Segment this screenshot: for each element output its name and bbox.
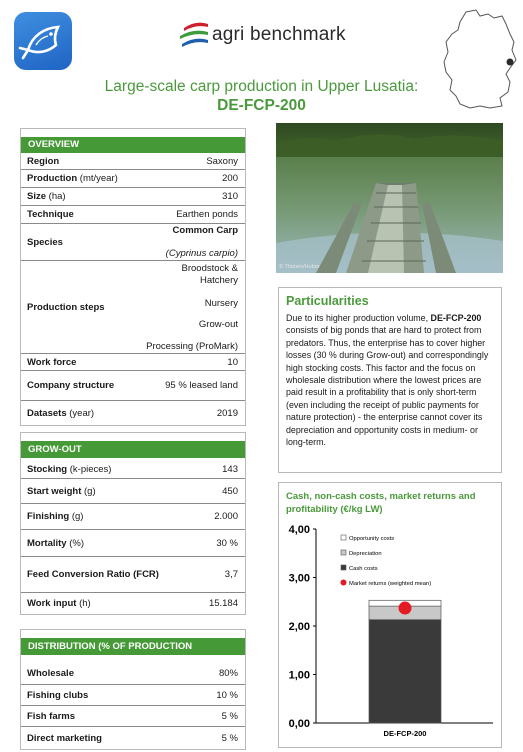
page-title: Large-scale carp production in Upper Lusatia:	[104, 78, 419, 95]
step-broodstock: Broodstock &	[181, 263, 238, 274]
size-value: 310	[222, 191, 238, 202]
workforce-label: Work force	[27, 356, 77, 368]
production-unit: (mt/year)	[79, 173, 118, 184]
particularities-text	[286, 312, 494, 448]
species-label: Species	[27, 236, 63, 248]
datasets-row	[21, 401, 245, 425]
step-hatchery: Hatchery	[199, 275, 238, 286]
y-tick-label: 2,00	[288, 621, 310, 633]
production-row	[21, 170, 245, 188]
y-tick-label: 1,00	[288, 669, 310, 682]
overview-heading: OVERVIEW	[21, 137, 245, 153]
size-label: Size	[27, 191, 47, 202]
species-row	[21, 224, 245, 261]
size-unit: (ha)	[48, 191, 66, 202]
legend-swatch	[341, 580, 347, 586]
work-input-unit: (h)	[79, 598, 91, 609]
legend-label: Cash costs	[349, 566, 378, 572]
production-steps-label: Production steps	[27, 301, 105, 313]
datasets-unit: (year)	[69, 407, 95, 419]
particularities-title: Particularities	[286, 294, 369, 308]
particularities-text-post: consists of big ponds that are hard to protect from predators. Thus, the enterprise has to cover higher losses (30 % during Grow-out) and correspondingly high stocking costs. This factor and the focus on wholesale distribution where the lowest prices are paid result in a profitability that is only short-term (even including the receipt of public payments for nature protection) - the enterprise cannot cover its depreciation and opportunity costs in medium- or long-term.	[286, 325, 489, 448]
fcr-row	[21, 557, 245, 593]
stocking-label: Stocking	[27, 464, 68, 475]
work-input-value: 15.184	[208, 598, 238, 609]
distribution-heading: DISTRIBUTION (% OF PRODUCTION VOLUME)	[21, 638, 245, 655]
species-latin: (Cyprinus carpio)	[165, 248, 238, 259]
region-row	[21, 153, 245, 170]
legend-swatch	[341, 550, 346, 555]
direct-marketing-label: Direct marketing	[27, 732, 102, 744]
wholesale-value: 80%	[218, 668, 238, 679]
fcr-label: Feed Conversion Ratio (FCR)	[27, 569, 159, 580]
cost-chart	[279, 483, 503, 749]
work-input-label: Work input	[27, 598, 77, 609]
finishing-label: Finishing	[27, 511, 70, 522]
size-row	[21, 188, 245, 206]
x-category-label: DE-FCP-200	[383, 729, 427, 738]
page-subtitle-code: DE-FCP-200	[217, 97, 306, 114]
fish-app-icon	[14, 12, 72, 70]
fish-farms-label: Fish farms	[27, 710, 76, 722]
start-weight-label: Start weight	[27, 485, 82, 497]
y-tick-label: 3,00	[288, 572, 310, 585]
mortality-label: Mortality	[27, 537, 67, 549]
production-value: 200	[222, 173, 238, 184]
workforce-row	[21, 354, 245, 371]
step-nursery: Nursery	[204, 297, 238, 309]
datasets-value: 2019	[216, 407, 238, 419]
region-label: Region	[27, 155, 60, 167]
particularities-text-pre: Due to its higher production volume,	[286, 313, 431, 323]
distribution-row	[21, 727, 245, 749]
technique-value: Earthen ponds	[176, 209, 238, 220]
y-tick-label: 4,00	[288, 524, 310, 536]
fish-farms-value: 5 %	[221, 710, 238, 722]
technique-row	[21, 206, 245, 224]
technique-label: Technique	[27, 209, 74, 220]
stocking-row	[21, 461, 245, 479]
production-label: Production	[27, 173, 78, 184]
company-value: 95 % leased land	[165, 380, 238, 391]
photo-credit: © Thünen/Huber	[279, 264, 320, 270]
region-value: Saxony	[206, 155, 238, 167]
growout-panel	[20, 432, 246, 615]
workforce-value: 10	[227, 356, 238, 368]
particularities-box	[278, 287, 502, 473]
distribution-row	[21, 685, 245, 706]
distribution-row	[21, 706, 245, 727]
mortality-row	[21, 530, 245, 557]
species-value: Common Carp	[172, 225, 238, 236]
legend-swatch	[341, 535, 346, 540]
finishing-value: 2.000	[214, 511, 238, 522]
legend-label: Market returns (weighted mean)	[349, 581, 432, 587]
fishing-clubs-label: Fishing clubs	[27, 689, 89, 701]
particularities-code: DE-FCP-200	[430, 313, 482, 323]
direct-marketing-value: 5 %	[221, 732, 238, 744]
company-row	[21, 371, 245, 401]
fcr-value: 3,7	[224, 569, 238, 580]
start-weight-value: 450	[222, 485, 238, 497]
wholesale-label: Wholesale	[27, 668, 74, 679]
marker-market-returns	[399, 602, 412, 615]
datasets-label: Datasets	[27, 407, 67, 419]
finishing-row	[21, 504, 245, 530]
stocking-unit: (k-pieces)	[69, 464, 112, 475]
mortality-unit: (%)	[69, 537, 85, 549]
step-processing: Processing (ProMark)	[146, 340, 238, 352]
company-label: Company structure	[27, 380, 115, 391]
legend-swatch	[341, 565, 346, 570]
production-steps-row	[21, 261, 245, 354]
growout-heading: GROW-OUT	[21, 441, 245, 458]
y-tick-label: 0,00	[288, 718, 310, 730]
cost-chart-box	[278, 482, 502, 748]
bar-cash-costs	[369, 620, 441, 723]
chart-title: Cash, non-cash costs, market returns and profitability (€/kg LW)	[286, 491, 476, 515]
stocking-value: 143	[222, 464, 238, 475]
pond-photo	[276, 123, 503, 273]
start-weight-row	[21, 479, 245, 504]
legend-label: Depreciation	[349, 551, 382, 557]
logo-text: agri benchmark	[212, 24, 346, 45]
start-weight-unit: (g)	[84, 485, 96, 497]
mortality-value: 30 %	[216, 537, 238, 549]
distribution-panel	[20, 629, 246, 750]
legend-label: Opportunity costs	[349, 536, 395, 542]
fishing-clubs-value: 10 %	[216, 689, 238, 701]
finishing-unit: (g)	[71, 511, 84, 522]
step-growout: Grow-out	[198, 319, 238, 331]
overview-panel	[20, 128, 246, 426]
work-input-row	[21, 593, 245, 614]
agri-benchmark-logo	[178, 18, 356, 58]
